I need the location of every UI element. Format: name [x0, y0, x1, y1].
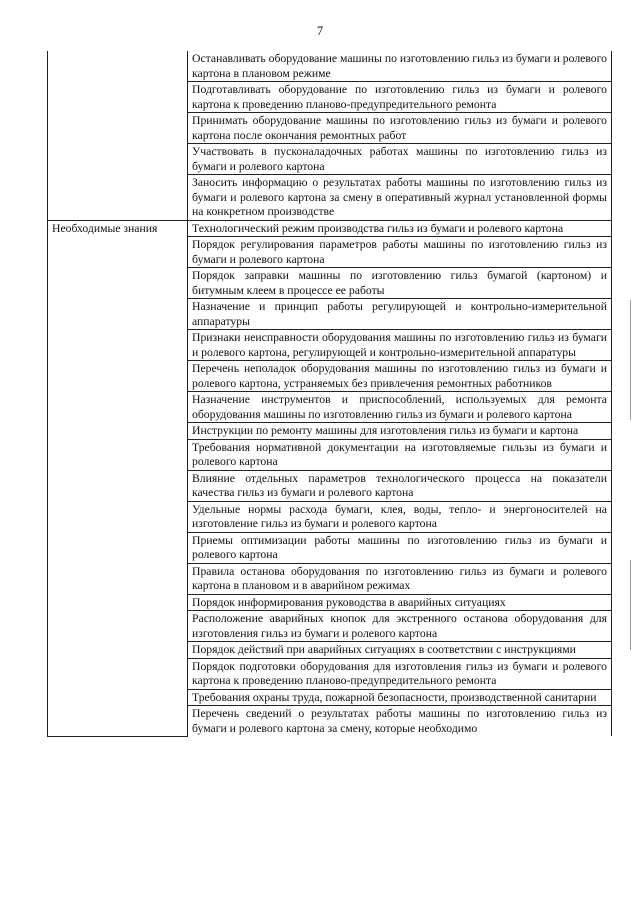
requirement-item-cell: Перечень неполадок оборудования машины по изготовлению гильз из бумаги и ролевого картона, устраняемых без привлечения ремонтных работников	[188, 361, 612, 392]
table-row	[48, 51, 612, 82]
group-label-cell: Необходимые знания	[48, 220, 188, 736]
requirement-item-cell: Удельные нормы расхода бумаги, клея, воды, тепло- и энергоносителей на изготовление гильз из бумаги и ролевого картона	[188, 501, 612, 532]
requirements-table-body	[48, 51, 612, 736]
table-row	[48, 220, 612, 237]
page-number: 7	[316, 24, 324, 38]
requirement-item-cell: Расположение аварийных кнопок для экстренного останова оборудования для изготовления гильз из бумаги и ролевого картона	[188, 611, 612, 642]
scan-edge-mark	[630, 560, 631, 650]
requirement-item-cell: Правила останова оборудования по изготовлению гильз из бумаги и ролевого картона в плановом и в аварийном режимах	[188, 563, 612, 594]
requirement-item-cell: Останавливать оборудование машины по изготовлению гильз из бумаги и ролевого картона в плановом режиме	[188, 51, 612, 82]
requirement-item-cell: Порядок заправки машины по изготовлению гильз бумагой (картоном) и битумным клеем в процессе ее работы	[188, 268, 612, 299]
requirement-item-cell: Заносить информацию о результатах работы машины по изготовлению гильз из бумаги и ролевого картона за смену в оперативный журнал установленной формы на конкретном производстве	[188, 175, 612, 221]
requirements-table	[47, 51, 612, 737]
requirement-item-cell: Принимать оборудование машины по изготовлению гильз из бумаги и ролевого картона после окончания ремонтных работ	[188, 113, 612, 144]
requirement-item-cell: Порядок информирования руководства в аварийных ситуациях	[188, 594, 612, 611]
requirement-item-cell: Назначение и принцип работы регулирующей и контрольно-измерительной аппаратуры	[188, 299, 612, 330]
requirement-item-cell: Приемы оптимизации работы машины по изготовлению гильз из бумаги и ролевого картона	[188, 532, 612, 563]
requirement-item-cell: Участвовать в пусконаладочных работах машины по изготовлению гильз из бумаги и ролевого картона	[188, 144, 612, 175]
requirement-item-cell: Влияние отдельных параметров технологического процесса на показатели качества гильз из бумаги и ролевого картона	[188, 470, 612, 501]
requirement-item-cell: Признаки неисправности оборудования машины по изготовлению гильз из бумаги и ролевого картона, регулирующей и контрольно-измерительной аппаратуры	[188, 330, 612, 361]
requirement-item-cell: Технологический режим производства гильз из бумаги и ролевого картона	[188, 220, 612, 237]
scan-edge-mark	[630, 300, 631, 420]
requirement-item-cell: Требования охраны труда, пожарной безопасности, производственной санитарии	[188, 689, 612, 706]
group-label-cell	[48, 51, 188, 220]
requirement-item-cell: Порядок регулирования параметров работы машины по изготовлению гильз из бумаги и ролевого картона	[188, 237, 612, 268]
requirement-item-cell: Требования нормативной документации на изготовляемые гильзы из бумаги и ролевого картона	[188, 439, 612, 470]
requirement-item-cell: Назначение инструментов и приспособлений, используемых для ремонта оборудования машины по изготовлению гильз из бумаги и ролевого картона	[188, 392, 612, 423]
requirement-item-cell: Подготавливать оборудование по изготовлению гильз из бумаги и ролевого картона к проведению планово-предупредительного ремонта	[188, 82, 612, 113]
requirement-item-cell: Порядок действий при аварийных ситуациях в соответствии с инструкциями	[188, 642, 612, 659]
requirement-item-cell: Порядок подготовки оборудования для изготовления гильз из бумаги и ролевого картона к проведению планово-предупредительного ремонта	[188, 658, 612, 689]
requirement-item-cell: Инструкции по ремонту машины для изготовления гильз из бумаги и картона	[188, 423, 612, 440]
requirement-item-cell: Перечень сведений о результатах работы машины по изготовлению гильз из бумаги и ролевого картона за смену, которые необходимо	[188, 706, 612, 737]
